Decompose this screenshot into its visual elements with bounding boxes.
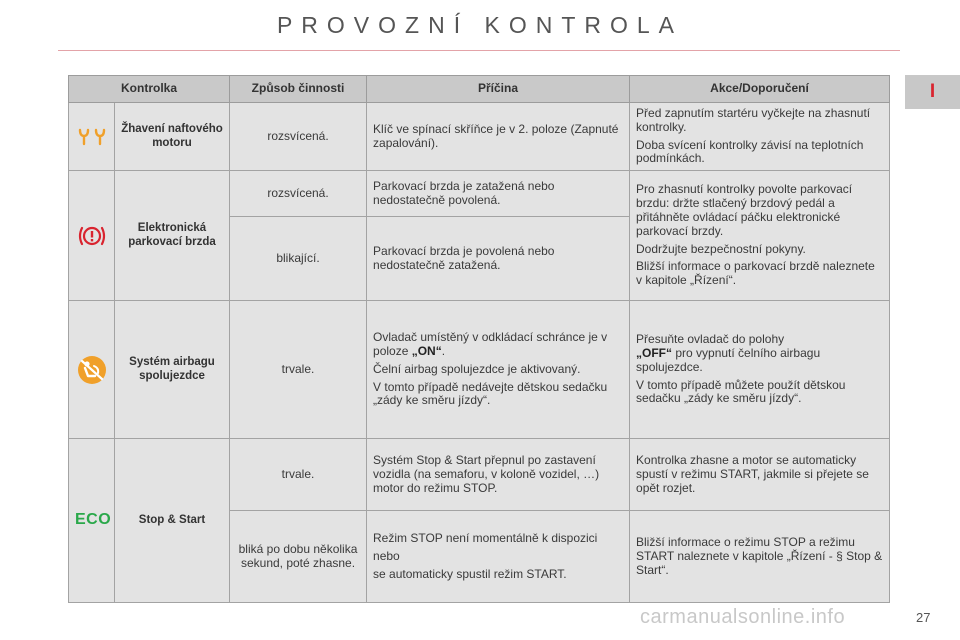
cause-text: se automaticky spustil režim START. — [373, 566, 567, 581]
cause-text: Parkovací brzda je zatažená nebo nedostatečně povolená. — [367, 171, 630, 217]
action-text: Kontrolka zhasne a motor se automaticky spustí v režimu START, jakmile si přejete se opět rozjet. — [630, 439, 890, 511]
cause-text: Režim STOP není momentálně k dispozici — [373, 530, 598, 545]
table-row — [69, 301, 890, 439]
title-divider — [58, 50, 900, 51]
cause-text: Systém Stop & Start přepnul po zastavení vozidla (na semaforu, v koloně vozidel, …) motor do režimu STOP. — [367, 439, 630, 511]
cause-text-part: Ovladač umístěný v odkládací schránce je v poloze — [373, 330, 608, 358]
table-row — [69, 103, 890, 171]
cause-text-part: . — [441, 343, 446, 358]
page-title: PROVOZNÍ KONTROLA — [276, 12, 684, 38]
action-cell — [630, 171, 890, 301]
icon-cell — [69, 439, 115, 603]
indicator-name: Stop & Start — [115, 439, 230, 603]
action-text: V tomto případě můžete použít dětskou sedačku „zády ke směru jízdy“. — [636, 377, 846, 406]
icon-cell — [69, 171, 115, 301]
mode-text: trvale. — [230, 439, 367, 511]
mode-text: bliká po dobu několika sekund, poté zhasne. — [230, 511, 367, 603]
cause-text: Klíč ve spínací skříňce je v 2. poloze (Zapnuté zapalování). — [367, 103, 630, 171]
cause-text — [373, 331, 623, 359]
watermark: carmanualsonline.info — [640, 606, 846, 628]
cause-text: Parkovací brzda je povolená nebo nedostatečně zatažená. — [367, 217, 630, 301]
action-cell — [630, 103, 890, 171]
cause-text: nebo — [373, 548, 400, 563]
action-text-part: pro vypnutí čelního airbagu spolujezdce. — [636, 345, 821, 374]
passenger-airbag-off-icon — [76, 362, 108, 376]
indicator-table — [68, 75, 890, 603]
page-number: 27 — [916, 610, 931, 625]
header-mode: Způsob činnosti — [230, 76, 367, 103]
mode-text: trvale. — [230, 301, 367, 439]
action-text — [636, 333, 883, 374]
table-header-row — [69, 76, 890, 103]
cause-cell — [367, 301, 630, 439]
cause-text: V tomto případě nedávejte dětskou sedačku „zády ke směru jízdy“. — [373, 379, 608, 408]
table-row — [69, 171, 890, 217]
cause-text: Čelní airbag spolujezdce je aktivovaný. — [373, 361, 581, 376]
header-action: Akce/Doporučení — [630, 76, 890, 103]
indicator-name: Systém airbagu spolujezdce — [115, 301, 230, 439]
icon-cell — [69, 103, 115, 171]
action-text: Dodržujte bezpečnostní pokyny. — [636, 241, 806, 256]
action-text: Bližší informace o parkovací brzdě naleznete v kapitole „Řízení“. — [636, 259, 875, 288]
mode-text: rozsvícená. — [230, 103, 367, 171]
mode-text: blikající. — [230, 217, 367, 301]
parking-brake-icon — [77, 228, 107, 242]
action-text: Pro zhasnutí kontrolky povolte parkovací brzdu: držte stlačený brzdový pedál a přitáhněte ovládací páčku elektronické parkovací brzdy. — [636, 182, 853, 238]
off-position-label: „OFF“ — [636, 345, 673, 360]
indicator-name: Elektronická parkovací brzda — [115, 171, 230, 301]
chapter-tab[interactable]: I — [905, 75, 960, 109]
on-position-label: „ON“ — [411, 343, 442, 358]
table-row — [69, 439, 890, 511]
action-text: Bližší informace o režimu STOP a režimu START naleznete v kapitole „Řízení - § Stop & Start“. — [630, 511, 890, 603]
glow-plug-icon — [77, 129, 107, 143]
action-text: Doba svícení kontrolky závisí na teplotních podmínkách. — [636, 137, 864, 166]
mode-text: rozsvícená. — [230, 171, 367, 217]
action-text-part: Přesuňte ovladač do polohy — [636, 332, 785, 347]
action-text: Před zapnutím startéru vyčkejte na zhasnutí kontrolky. — [636, 106, 871, 134]
action-cell — [630, 301, 890, 439]
eco-stop-start-icon: ECO — [75, 511, 112, 529]
icon-cell — [69, 301, 115, 439]
indicator-name: Žhavení naftového motoru — [115, 103, 230, 171]
cause-cell — [367, 511, 630, 603]
header-indicator: Kontrolka — [69, 76, 230, 103]
header-cause: Příčina — [367, 76, 630, 103]
